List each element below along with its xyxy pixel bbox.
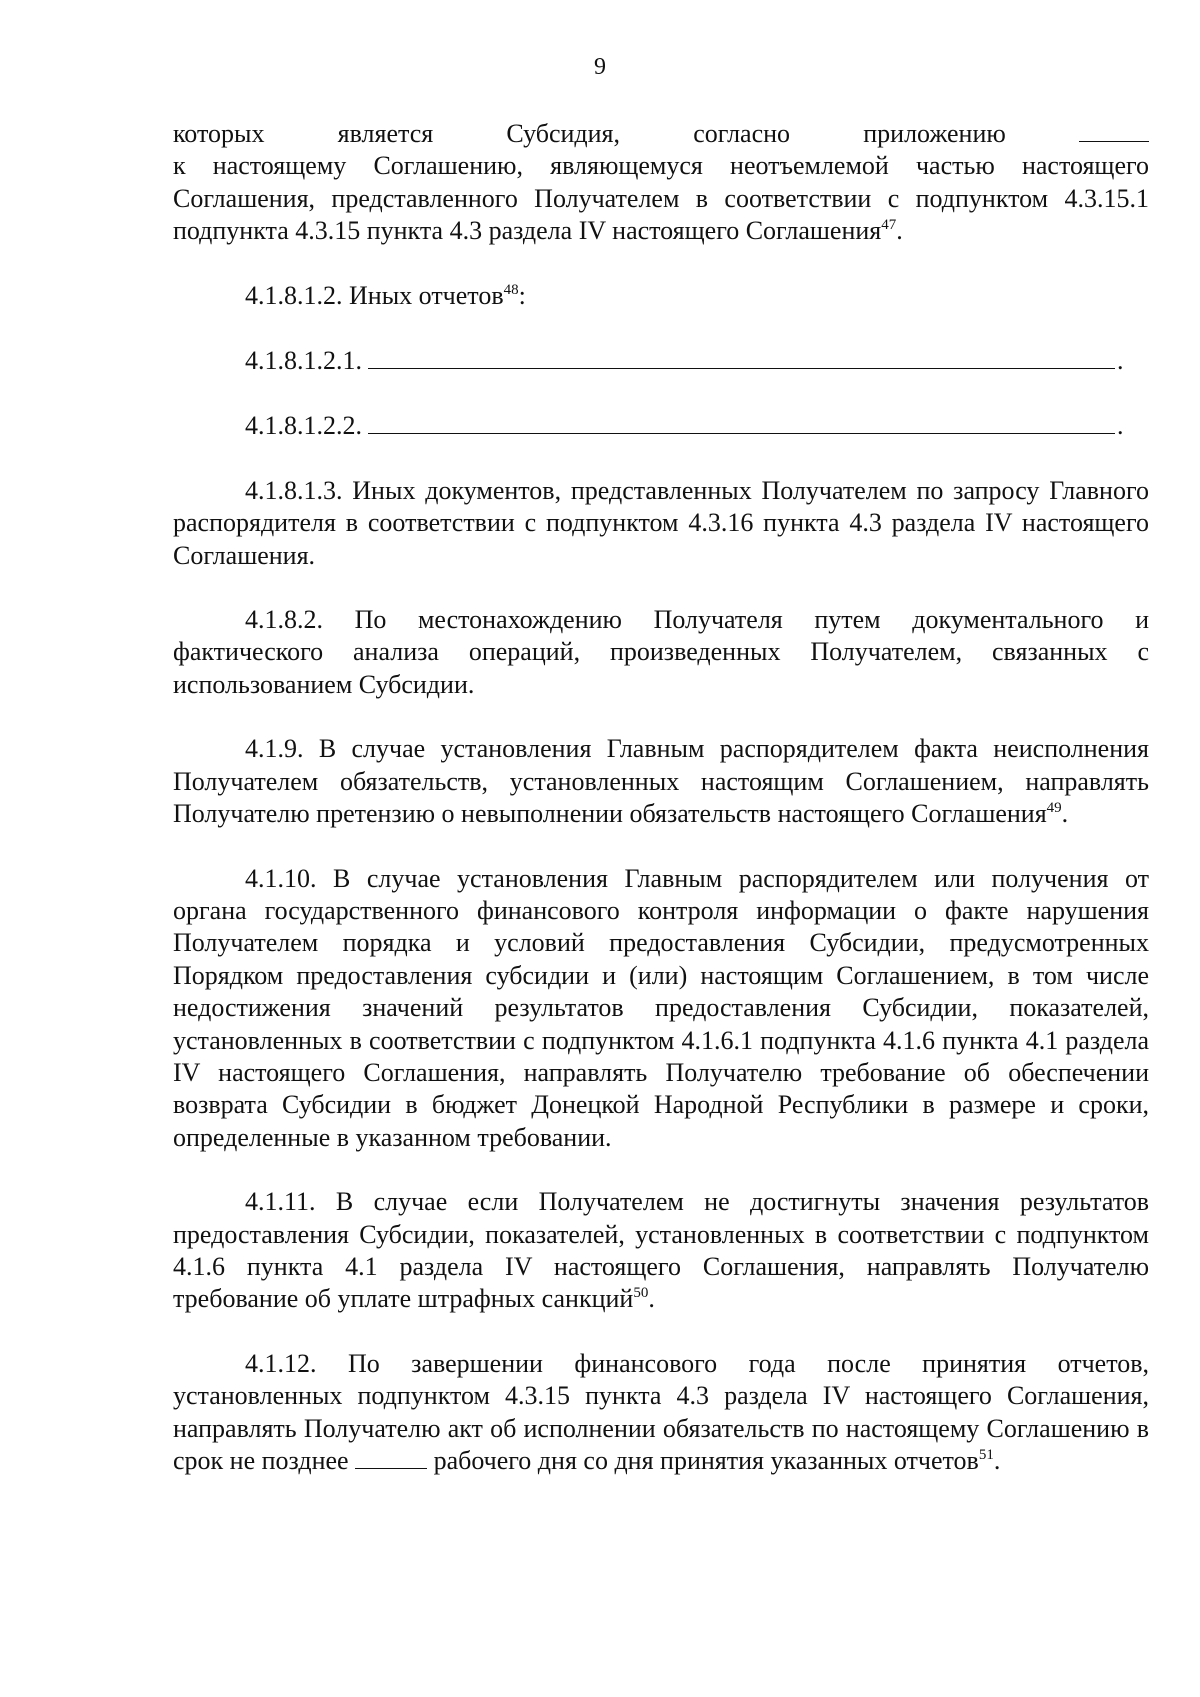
page-number: 9 bbox=[594, 54, 606, 80]
footnote-ref-47: 47 bbox=[881, 217, 897, 234]
item-number: 4.1.8.1.2.2. bbox=[245, 411, 362, 441]
paragraph-1-first-line bbox=[173, 118, 1149, 150]
footnote-ref-50: 50 bbox=[633, 1285, 649, 1302]
paragraph-text: к настоящему Соглашению, являющемуся неотъемлемой частью настоящего Соглашения, представленного Получателем в соответствии с подпунктом 4.3.15.1 подпункта 4.3.15 пункта 4.3 раздела IV настоящего Соглашения bbox=[173, 151, 1149, 246]
paragraph-4-1-9: 4.1.9. В случае установления Главным распорядителем факта неисполнения Получателем обязательств, установленных настоящим Соглашением, направлять Получателю претензию о невыполнении обязательств настоящего Соглашения$^{49}$. bbox=[173, 734, 1149, 829]
blank-field bbox=[355, 1446, 427, 1469]
footnote-ref-49: 49 bbox=[1046, 800, 1062, 817]
document-body bbox=[173, 118, 1149, 1509]
fill-line-1: 4.1.8.1.2.1. . bbox=[173, 344, 1149, 377]
paragraph-1: к настоящему Соглашению, являющемуся неотъемлемой частью настоящего Соглашения, представленного Получателем в соответствии с подпунктом 4.3.15.1 подпункта 4.3.15 пункта 4.3 раздела IV настоящего Соглашения$^{47}$. bbox=[173, 151, 1149, 246]
paragraph-4-1-11: 4.1.11. В случае если Получателем не достигнуты значения результатов предоставления Субсидии, показателей, установленных в соответствии с подпунктом 4.1.6 пункта 4.1 раздела IV настоящего Соглашения, направлять Получателю требование об уплате штрафных санкций$^{50}$. bbox=[173, 1187, 1149, 1314]
paragraph-text: 4.1.8.1.2. Иных отчетов bbox=[245, 280, 504, 310]
footnote-ref-51: 51 bbox=[978, 1447, 994, 1463]
paragraph-text: 4.1.11. В случае если Получателем не достигнуты значения результатов предоставления Субсидии, показателей, установленных в соответствии с подпунктом 4.1.6 пункта 4.1 раздела IV настоящего Соглашения, направлять Получателю требование об уплате штрафных санкций bbox=[173, 1187, 1149, 1314]
paragraph-4-1-8-1-3: 4.1.8.1.3. Иных документов, представленных Получателем по запросу Главного распорядителя в соответствии с подпунктом 4.3.16 пункта 4.3 раздела IV настоящего Соглашения. bbox=[173, 475, 1149, 570]
fill-line-2: 4.1.8.1.2.2. . bbox=[173, 409, 1149, 442]
footnote-ref-48: 48 bbox=[503, 281, 519, 298]
paragraph-text: рабочего дня со дня принятия указанных отчетов bbox=[433, 1446, 979, 1475]
paragraph-text: которых является Субсидия, согласно приложению bbox=[173, 119, 1006, 148]
paragraph-text: 4.1.9. В случае установления Главным распорядителем факта неисполнения Получателем обязательств, установленных настоящим Соглашением, направлять Получателю претензию о невыполнении обязательств настоящего Соглашения bbox=[173, 734, 1149, 829]
fill-in-underline bbox=[368, 344, 1115, 369]
paragraph-text: 4.1.12. По завершении финансового года после принятия отчетов, установленных подпунктом 4.3.15 пункта 4.3 раздела IV настоящего Соглашения, направлять Получателю акт об исполнении обязательств по настоящему Соглашению в срок не позднее bbox=[173, 1348, 1149, 1475]
paragraph-4-1-12: 4.1.12. По завершении финансового года после принятия отчетов, установленных подпунктом 4.3.15 пункта 4.3 раздела IV настоящего Соглашения, направлять Получателю акт об исполнении обязательств по настоящему Соглашению в срок не позднее рабочего дня со дня принятия указанных отчетов$^{51}$. bbox=[173, 1348, 1149, 1475]
paragraph-4-1-8-2: 4.1.8.2. По местонахождению Получателя путем документального и фактического анализа операций, произведенных Получателем, связанных с использованием Субсидии. bbox=[173, 605, 1149, 699]
paragraph-4-1-10: 4.1.10. В случае установления Главным распорядителем или получения от органа государственного финансового контроля информации о факте нарушения Получателем порядка и условий предоставления Субсидии, предусмотренных Порядком предоставления субсидии и (или) настоящим Соглашением, в том числе недостижения значений результатов предоставления Субсидии, показателей, установленных в соответствии с подпунктом 4.1.6.1 подпункта 4.1.6 пункта 4.1 раздела IV настоящего Соглашения, направлять Получателю требование об обеспечении возврата Субсидии в бюджет Донецкой Народной Республики в размере и сроки, определенные в указанном требовании. bbox=[173, 863, 1149, 1152]
item-number: 4.1.8.1.2.1. bbox=[245, 346, 362, 376]
blank-field bbox=[1079, 119, 1149, 142]
fill-in-underline bbox=[368, 409, 1115, 434]
paragraph-other-reports: 4.1.8.1.2. Иных отчетов$^{48}$: bbox=[245, 280, 526, 310]
